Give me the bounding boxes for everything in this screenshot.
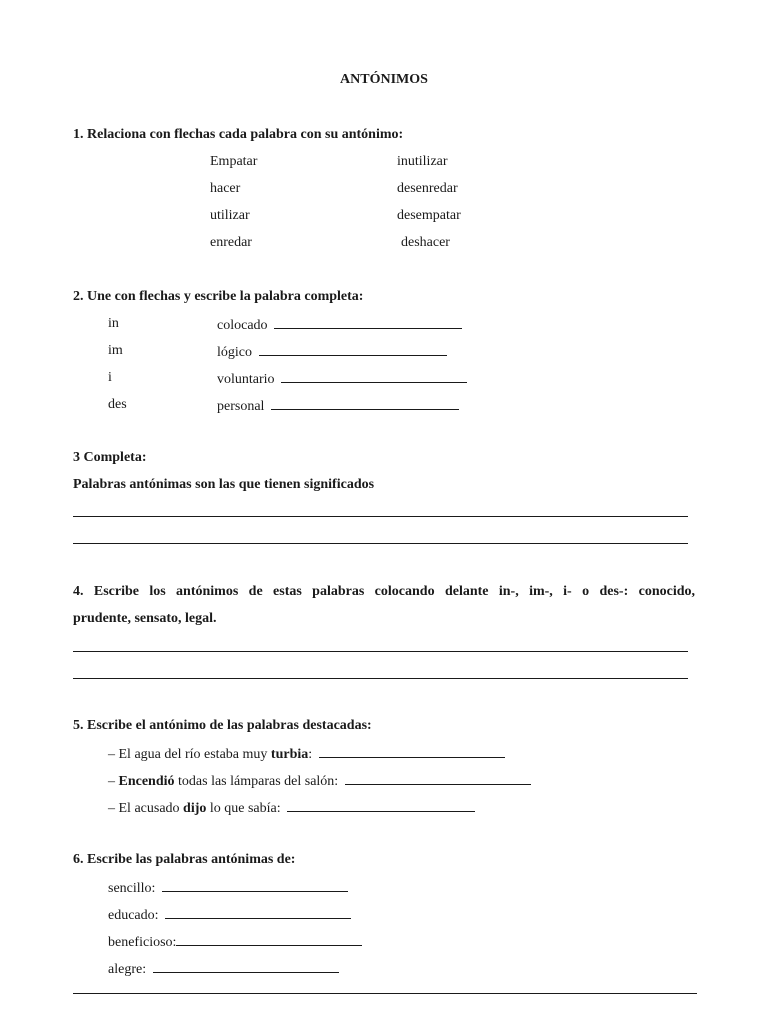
ex5-text: – El acusado	[108, 801, 184, 816]
ex2-prefix: des	[108, 397, 127, 412]
answer-blank[interactable]	[274, 316, 462, 329]
exercise-5-heading: 5. Escribe el antónimo de las palabras destacadas:	[73, 718, 372, 733]
ex1-left-word: hacer	[210, 181, 241, 196]
ex1-left-word: utilizar	[210, 208, 250, 223]
ex6-word: beneficioso:	[108, 935, 177, 950]
ex5-sentence	[108, 745, 505, 763]
answer-line[interactable]	[73, 543, 688, 544]
answer-blank[interactable]	[345, 772, 531, 785]
page-title: ANTÓNIMOS	[340, 72, 428, 87]
exercise-6-heading: 6. Escribe las palabras antónimas de:	[73, 852, 296, 867]
exercise-1-heading: 1. Relaciona con flechas cada palabra con su antónimo:	[73, 127, 404, 142]
answer-blank[interactable]	[162, 879, 348, 892]
ex6-word: alegre:	[108, 962, 147, 977]
answer-blank[interactable]	[319, 745, 505, 758]
ex2-word: colocado	[217, 318, 268, 333]
ex5-highlighted-word: turbia	[270, 747, 309, 762]
ex2-row	[217, 397, 459, 415]
ex2-word: voluntario	[217, 372, 275, 387]
answer-line[interactable]	[73, 651, 688, 652]
ex5-highlighted-word: Encendió	[118, 774, 175, 789]
answer-blank[interactable]	[281, 370, 467, 383]
ex2-word: lógico	[217, 345, 252, 360]
ex5-sentence	[108, 772, 531, 790]
ex6-row	[108, 933, 362, 951]
ex2-word: personal	[217, 399, 265, 414]
ex6-row	[108, 960, 339, 978]
ex6-row	[108, 906, 351, 924]
ex2-row	[217, 370, 467, 388]
ex2-prefix: i	[108, 370, 112, 385]
ex6-word: sencillo:	[108, 881, 156, 896]
exercise-3-heading: 3 Completa:	[73, 450, 147, 465]
ex1-right-word: desempatar	[397, 208, 461, 223]
exercise-4-heading: 4. Escribe los antónimos de estas palabras colocando delante in-, im-, i- o des-: conocido,	[73, 584, 695, 599]
answer-blank[interactable]	[259, 343, 447, 356]
ex2-row	[217, 343, 447, 361]
exercise-3-prompt: Palabras antónimas son las que tienen significados	[73, 477, 375, 492]
ex1-right-word: inutilizar	[397, 154, 448, 169]
ex5-text: :	[308, 747, 313, 762]
ex2-row	[217, 316, 462, 334]
ex1-right-word: deshacer	[401, 235, 450, 250]
answer-blank[interactable]	[176, 933, 362, 946]
ex1-right-word: desenredar	[397, 181, 458, 196]
ex5-text: lo que sabía:	[206, 801, 281, 816]
ex6-word: educado:	[108, 908, 159, 923]
ex1-left-word: enredar	[210, 235, 252, 250]
ex2-prefix: im	[108, 343, 123, 358]
answer-blank[interactable]	[153, 960, 339, 973]
exercise-4-heading-cont: prudente, sensato, legal.	[73, 611, 217, 626]
ex5-text: – El agua del río estaba muy	[108, 747, 271, 762]
answer-blank[interactable]	[165, 906, 351, 919]
ex5-text: todas las lámparas del salón:	[174, 774, 339, 789]
answer-line[interactable]	[73, 516, 688, 517]
ex5-text: –	[108, 774, 119, 789]
ex6-row	[108, 879, 348, 897]
exercise-2-heading: 2. Une con flechas y escribe la palabra completa:	[73, 289, 364, 304]
ex5-highlighted-word: dijo	[183, 801, 207, 816]
bottom-rule	[73, 993, 697, 994]
ex2-prefix: in	[108, 316, 119, 331]
ex1-left-word: Empatar	[210, 154, 258, 169]
answer-blank[interactable]	[287, 799, 475, 812]
answer-blank[interactable]	[271, 397, 459, 410]
answer-line[interactable]	[73, 678, 688, 679]
ex5-sentence	[108, 799, 475, 817]
